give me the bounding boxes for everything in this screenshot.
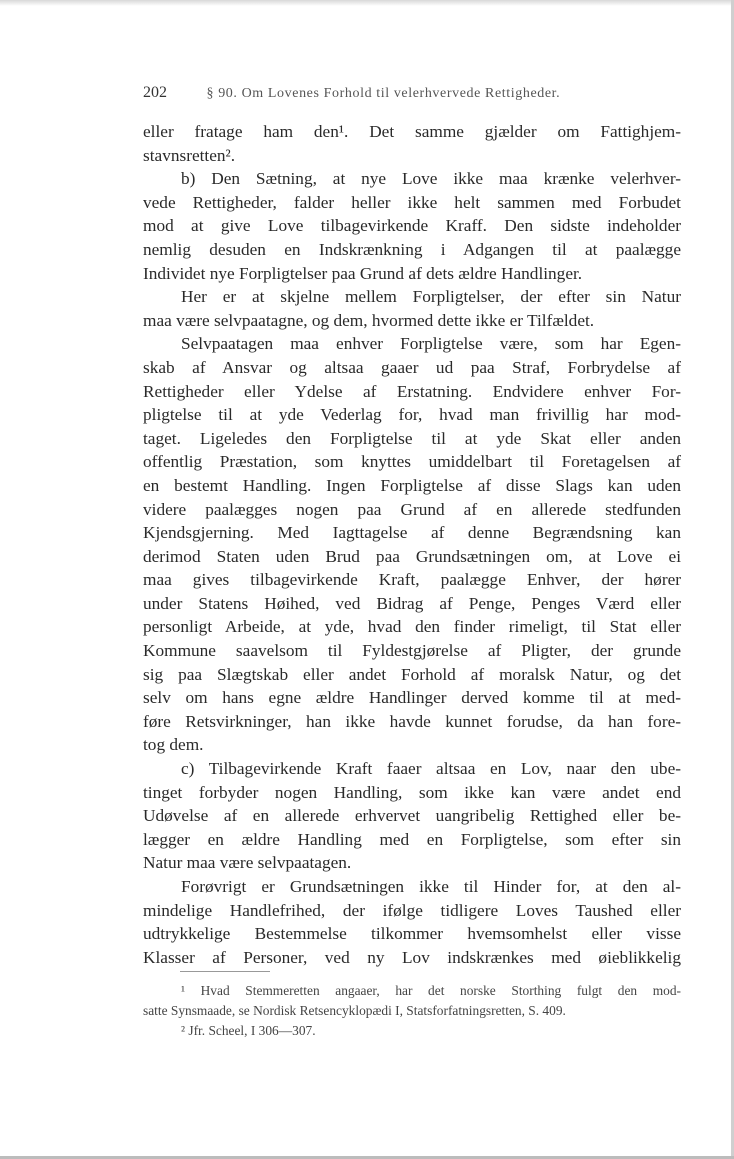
body-text-line: taget. Ligeledes den Forpligtelse til at yde Skat eller anden (143, 428, 681, 448)
body-text-line: Rettigheder eller Ydelse af Erstatning. Endvidere enhver For- (143, 381, 681, 401)
footnote-line: ² Jfr. Scheel, I 306—307. (181, 1023, 316, 1038)
footnotes (143, 981, 681, 1041)
page-top-edge (0, 0, 734, 6)
body-text-line: tog dem. (143, 735, 204, 755)
body-text-line: vede Rettigheder, falder heller ikke helt sammen med Forbudet (143, 192, 681, 212)
body-text-line: personligt Arbeide, at yde, hvad den finder rimeligt, til Stat eller (143, 617, 681, 637)
body-text-line: skab af Ansvar og altsaa gaaer ud paa Straf, Forbrydelse af (143, 357, 681, 377)
body-text-line: Kommune saavelsom til Fyldestgjørelse af Pligter, der grunde (143, 641, 681, 661)
body-text-line: mod at give Love tilbagevirkende Kraff. Den sidste indeholder (143, 216, 681, 236)
body-text-line: c) Tilbagevirkende Kraft faaer altsaa en Lov, naar den ube- (181, 759, 681, 779)
running-head (143, 84, 613, 102)
body-text-line: derimod Staten uden Brud paa Grundsætningen om, at Love ei (143, 546, 681, 566)
body-text-line: stavnsretten². (143, 145, 236, 165)
body-text-line: Her er at skjelne mellem Forpligtelser, der efter sin Natur (181, 287, 681, 307)
body-text-line: lægger en ældre Handling med en Forpligtelse, som efter sin (143, 829, 681, 849)
page-number: 202 (143, 84, 167, 101)
body-text-line: b) Den Sætning, at nye Love ikke maa krænke velerhver- (181, 169, 681, 189)
body-text-line: maa gives tilbagevirkende Kraft, paalægge Enhver, der hører (143, 570, 681, 590)
body-text-line: Udøvelse af en allerede erhvervet uangribelig Rettighed eller be- (143, 806, 681, 826)
footnote-rule (180, 971, 270, 972)
body-text-line: Selvpaatagen maa enhver Forpligtelse være, som har Egen- (181, 334, 681, 354)
body-text-line: Klasser af Personer, ved ny Lov indskrænkes med øieblikkelig (143, 947, 681, 967)
body-text-line: sig paa Slægtskab eller andet Forhold af moralsk Natur, og det (143, 664, 681, 684)
body-text (143, 120, 681, 969)
footnote-line: ¹ Hvad Stemmeretten angaaer, har det norske Storthing fulgt den mod- (181, 983, 681, 998)
body-text-line: udtrykkelige Bestemmelse tilkommer hvemsomhelst eller visse (143, 924, 681, 944)
body-text-line: pligtelse til at yde Vederlag for, hvad man frivillig har mod- (143, 405, 681, 425)
body-text-line: eller fratage ham den¹. Det samme gjælder om Fattighjem- (143, 122, 681, 141)
body-text-line: Natur maa være selvpaatagen. (143, 853, 352, 873)
body-text-line: nemlig desuden en Indskrænkning i Adgangen til at paalægge (143, 239, 681, 259)
body-text-line: maa være selvpaatagne, og dem, hvormed dette ikke er Tilfældet. (143, 310, 595, 330)
body-text-line: videre paalægges nogen paa Grund af en allerede stedfunden (143, 499, 681, 519)
section-title: § 90. Om Lovenes Forhold til velerhvervede Rettigheder. (206, 86, 561, 101)
body-text-line: selv om hans egne ældre Handlinger derved komme til at med- (143, 688, 681, 708)
footnote-line: satte Synsmaade, se Nordisk Retsencyklopædi I, Statsforfatningsretten, S. 409. (143, 1003, 566, 1018)
body-text-line: Forøvrigt er Grundsætningen ikke til Hinder for, at den al- (181, 877, 681, 896)
body-text-line: tinget forbyder nogen Handling, som ikke kan være andet end (143, 782, 681, 802)
body-text-line: mindelige Handlefrihed, der ifølge tidligere Loves Taushed eller (143, 900, 681, 920)
body-text-line: under Statens Høihed, ved Bidrag af Penge, Penges Værd eller (143, 593, 681, 613)
body-text-line: offentlig Præstation, som knyttes umiddelbart til Foretagelsen af (143, 452, 681, 472)
body-text-line: føre Retsvirkninger, han ikke havde kunnet forudse, da han fore- (143, 711, 681, 731)
body-text-line: Kjendsgjerning. Med Iagttagelse af denne Begrændsning kan (143, 523, 681, 543)
body-text-line: en bestemt Handling. Ingen Forpligtelse af disse Slags kan uden (143, 475, 681, 495)
body-text-line: Individet nye Forpligtelser paa Grund af dets ældre Handlinger. (143, 263, 583, 283)
